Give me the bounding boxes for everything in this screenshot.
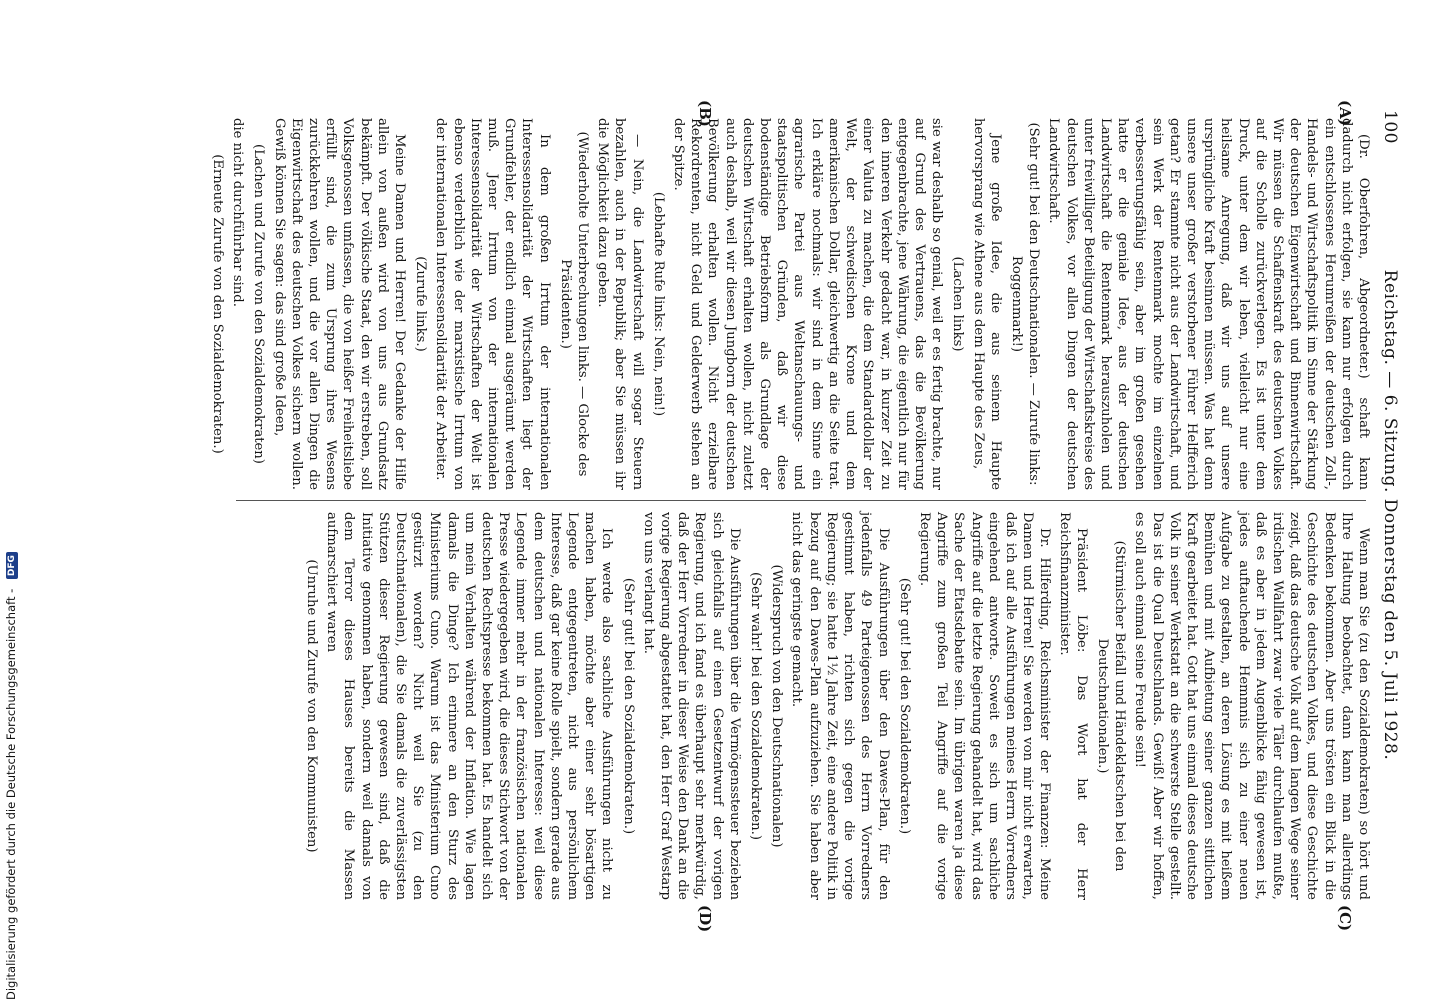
paragraph: In dem großen Irrtum der internationalen Interessensolidarität der Wirtschaften liegt der Grundfehler, der endlich einmal ausgeräumt werden muß. Jener Irrtum von der internationalen Interessensolidarität der Wirtschaften der Welt ist ebenso verderblich wie der marxistische Irrtum von der internationalen Interessensolidarität der Arbeiter.	[433, 118, 552, 490]
right-column	[299, 512, 1372, 900]
interjection: (Unruhe und Zurufe von den Kommunisten)	[304, 559, 320, 853]
paragraph: — Nein, die Landwirtschaft will sogar Steuern bezahlen, auch in der Republik; aber Sie müssen ihr die Möglichkeit dazu geben.	[595, 118, 645, 490]
paragraph: Die Ausführungen über die Vermögenssteuer beziehen sich gleichfalls auf einen Gesetzentwurf der vorigen Regierung, und ich fand es überhaupt sehr merkwürdig, daß der Herr Vorredner in dieser Weise den Dank an die vorige Regierung abgestattet hat, den Herr Graf Westarp von uns verlangt hat.	[640, 512, 742, 900]
column-divider	[236, 500, 1366, 501]
interjection: (Sehr gut! bei den Sozialdemokraten.)	[620, 577, 636, 835]
paragraph: Die Ausführungen über den Dawes-Plan, für den jedenfalls 49 Parteigenossen des Herrn Vorredners gestimmt haben, richten sich gegen die vorige Regierung; sie hatte 1½ Jahre Zeit, eine andere Politik in bezug auf den Dawes-Plan aufzuziehen. Sie haben aber nicht das geringste gemacht.	[789, 512, 891, 900]
margin-mark-a: (A)	[1336, 100, 1354, 126]
page-title: Reichstag. — 6. Sitzung. Donnerstag den 5. Juli 1928.	[1380, 269, 1400, 761]
paragraph: sie war deshalb so genial, weil er es fertig brachte, nur auf Grund des Vertrauens, das die Bevölkerung entgegenbrachte, jene Währung, die eigentlich nur für den inneren Verkehr gedacht war, in kurzer Zeit zu einer Valuta zu machen, die dem Standarddollar der Welt, der schwedischen Krone und dem amerikanischen Dollar, gleichwertig an die Seite trat. Ich erkläre nochmals: wir sind in dem Sinne ein agrarische Partei aus Weltanschauungs- und staatspolitischen Gründen, daß wir diese bodenständige Betriebsform als Grundlage der deutschen Wirtschaft erhalten wollen, nicht zuletzt auch deshalb, weil wir diesen Jungborn der deutschen Bevölkerung erhalten wollen. Nicht erzielbare Rekordrenten, nicht Geld und Gelderwerb stehen an der Spitze.	[671, 118, 945, 490]
interjection: (Lachen und Zurufe von den Sozialdemokraten)	[251, 144, 267, 464]
paragraph: Jene große Idee, die aus seinem Haupte hervorsprang wie Athene aus dem Haupte des Zeus,	[970, 118, 1003, 490]
interjection: (Lachen links)	[950, 256, 966, 352]
interjection: (Sehr wahr! bei den Sozialdemokraten.)	[748, 572, 764, 840]
interjection: (Stürmischer Beifall und Händeklatschen bei den Deutschnationalen.)	[1094, 540, 1128, 872]
dfg-logo: DFG	[6, 552, 18, 579]
paragraph: (Dr. Oberfohren, Abgeordneter.) schaft kann dadurch nicht erfolgen, sie kann nur erfolgen durch ein entschlossenes Herumreißen der deutschen Zoll-, Handels- und Wirtschaftspolitik im Sinne der Stärkung der deutschen Eigenwirtschaft und Binnenwirtschaft. Wir müssen die Schaffenskraft des deutschen Volkes auf die Scholle zurückverlegen. Es ist unter dem Druck, unter dem wir leben, vielleicht nur eine heilsame Anregung, daß wir uns auf unsere ursprüngliche Kraft besinnen müssen. Was hat denn unsere unser großer verstorbener Führer Helfferich getan? Er stammte nicht aus der Landwirtschaft, und sein Werk der Rentenmark mochte im einzelnen verbesserungsfähig sein, aber im großen gesehen hatte er die geniale Idee, aus der deutschen Landwirtschaft die Rentenmark herauszuholen und unter freiwilliger Beteiligung der Wirtschaftskreise des deutschen Volkes, vor allen Dingen der deutschen Landwirtschaft.	[1046, 118, 1371, 490]
interjection: (Erneute Zurufe von den Sozialdemokraten.)	[210, 154, 225, 454]
paragraph: Wenn man Sie (zu den Sozialdemokraten) so hört und Ihre Haltung beobachtet, dann kann man allerdings Bedenken bekommen. Aber uns trösten ein Blick in die Geschichte des deutschen Volkes, und diese Geschichte zeigt, daß das deutsche Volk auf dem langen Wege seiner irdischen Wallfahrt zwar viele Täler durchlaufen mußte, daß es aber in jedem Augenblicke fähig gewesen ist, jedes auftauchende Hemmnis sich zu einer neuen Aufgabe zu gestalten, an deren Lösung es mit heißem Bemühen und mit Aufbietung seiner ganzen sittlichen Kraft gearbeitet hat. Gott hat uns einmal dieses deutsche Volk in seiner Werkstatt an die schwerste Stelle gestellt. Das ist die Qual Deutschlands. Gewiß! Aber wir hoffen, es soll auch einmal seine Freude sein!	[1132, 512, 1371, 900]
margin-mark-b: (B)	[696, 100, 714, 127]
paragraph: Dr. Hilferding, Reichsminister der Finanzen: Meine Damen und Herren! Sie werden von mir nicht erwarten, daß ich auf alle Ausführungen meines Herrn Vorredners eingehend antworte. Soweit es sich um sachliche Angriffe auf die letzte Regierung gehandelt hat, wird das Sache der Etatsdebatte sein. Im übrigen waren ja diese Angriffe zum großen Teil Angriffe auf die vorige Regierung.	[916, 512, 1053, 900]
interjection: (Sehr gut! bei den Sozialdemokraten.)	[896, 577, 912, 835]
left-column	[205, 118, 1372, 490]
interjection: (Wiederholte Unterbrechungen links. — Glocke des Präsidenten.)	[557, 131, 591, 477]
margin-mark-d: (D)	[696, 905, 714, 933]
paragraph: Präsident Löbe: Das Wort hat der Herr Reichsfinanzminister.	[1056, 512, 1089, 900]
paragraph: Ich werde also sachliche Ausführungen nicht zu machen haben, möchte aber einer sehr bösartigen Legende entgegentreten, nicht aus persönlichem Interesse, daß gar keine Rolle spielt, sondern gerade aus dem deutschen und nationalen Interesse: weil diese Legende immer mehr in der französischen nationalen Presse wiedergegeben wird, die dieses Stichwort von der deutschen Rechtspresse bekommen hat. Es handelt sich um mein Verhalten während der Inflation. Wie lagen damals die Dinge? Ich erinnere an den Sturz des Ministeriums Cuno. Warum ist das Ministerium Cuno gestürzt worden? Nicht weil Sie (zu den Deutschnationalen), die Sie damals die zuverlässigsten Stützen dieser Regierung gewesen sind, daß die Initiative genommen haben, sondern weil damals von dem Terror dieses Hauses bereits die Massen aufmarschiert waren	[324, 512, 615, 900]
margin-mark-c: (C)	[1336, 905, 1354, 932]
interjection: (Lebhafte Rufe links: Nein, nein!)	[650, 191, 666, 417]
interjection: (Sehr gut! bei den Deutschnationalen. — Zurufe links: Roggenmark!)	[1008, 122, 1042, 486]
paragraph: die nicht durchführbar sind.	[230, 118, 246, 307]
digitization-credit	[4, 0, 34, 1000]
paragraph: Meine Damen und Herren! Der Gedanke der Hilfe allein von außen wird von uns aus Grundsatz bekämpft. Der völkische Staat, den wir erstreben, soll Volksgenossen umfassen, die von heißer Freiheitsliebe erfüllt sind, die zum Ursprung ihres Wesens zurückkehren wollen, und die vor allen Dingen die Eigenwirtschaft des deutschen Volkes sichern wollen. Gewiß können Sie sagen: das sind große Ideen,	[271, 118, 408, 490]
interjection: (Zurufe links.)	[413, 256, 429, 352]
page-number: 100	[1380, 110, 1400, 144]
credit-text: Digitalisierung gefördert durch die Deutsche Forschungsgemeinschaft -	[4, 588, 18, 1000]
interjection: (Widerspruch von den Deutschnationalen)	[769, 564, 785, 848]
